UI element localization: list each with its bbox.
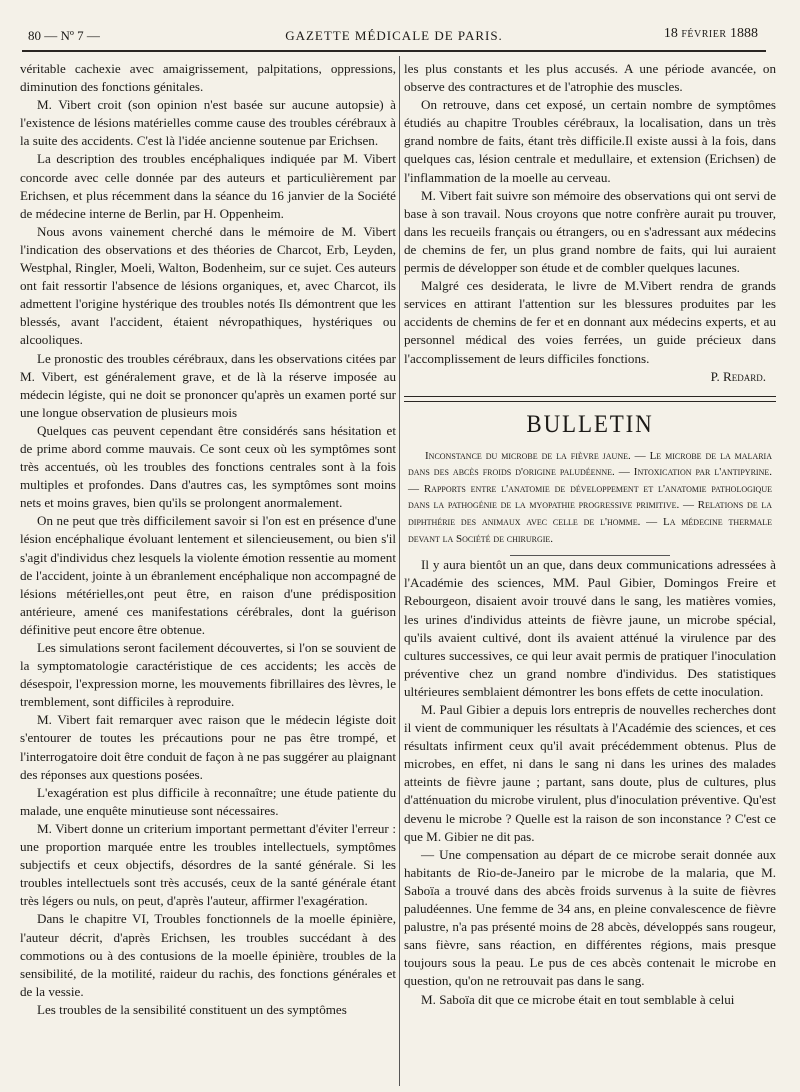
paragraph: Les troubles de la sensibilité constituent un des symptômes	[37, 1001, 347, 1017]
paragraph: Dans le chapitre VI, Troubles fonctionnels de la moelle épinière, l'auteur décrit, d'après Erichsen, les troubles succédant à des commotions ou à des contusions de la moelle épinière, troubles de la sensibilité, de la motilité, raideur du rachis, des fonctions générales et de la vessie.	[20, 911, 396, 999]
right-column	[404, 60, 776, 1009]
bulletin-summary: Inconstance du microbe de la fièvre jaune. — Le microbe de la malaria dans des abcès froids d'origine paludéenne. — Intoxication par l'antipyrine. — Rapports entre l'anatomie de développement et l'anatomie pathologique dans la pathogénie de la myopathie progressive primitive. — Relations de la diphthérie des animaux avec celle de l'homme. — La médecine thermale devant la Société de chirurgie.	[404, 448, 776, 557]
header-rule	[22, 50, 766, 52]
paragraph: M. Paul Gibier a depuis lors entrepris de nouvelles recherches dont il vient de communiquer les résultats à l'Académie des sciences, et ces résultats infirment ceux qu'il avait précédemment obtenus. Plus de microbes, en effet, ni dans le sang ni dans les urines des malades atteints de fièvre jaune ; partant, sans doute, plus de cultures, plus d'atténuation du microbe virulent, plus d'inoculation préventive. Qu'est devenu le microbe ? Quelle est la raison de son inconstance ? C'est ce que M. Gibier ne dit pas.	[404, 702, 776, 844]
paragraph: On ne peut que très difficilement savoir si l'on est en présence d'une lésion encéphalique évoluant lentement et silencieusement, ou bien s'il s'agit d'individus chez lesquels la violente émotion ressentie au moment de l'accident, jointe à un ébranlement encéphalique non accompagné de lésions métérielles,ont peut être, en raison d'une prédisposition antérieure, amené ces manifestations cérébrales, dont la guérison définitive peut encore être obtenue.	[20, 513, 396, 637]
paragraph: On retrouve, dans cet exposé, un certain nombre de symptômes étudiés au chapitre Troubles cérébraux, la localisation, dans un très grand nombre de faits, étant très difficile.Il existe aussi à la fois, dans quelques cas, lésion centrale et medullaire, et extension (Erichsen) de l'inflammation de la moelle au cerveau.	[404, 97, 776, 185]
issue-year: 1888	[730, 26, 758, 41]
issue-month: FÉVRIER	[681, 29, 727, 40]
section-divider	[404, 396, 776, 402]
issue-day: 18	[663, 26, 678, 41]
paragraph: M. Saboïa dit que ce microbe était en tout semblable à celui	[421, 991, 735, 1007]
paragraph: M. Vibert fait suivre son mémoire des observations qui ont servi de base à son travail. Nous croyons que notre confrère aurait pu trouver, dans les recueils français ou étrangers, ou en s'adressant aux médecins de chemins de fer, un plus grand nombre de faits, qui lui auraient permis de développer son étude et de combler quelques lacunes.	[404, 187, 776, 276]
paragraph: Quelques cas peuvent cependant être considérés sans hésitation et de prime abord comme mauvais. Ce sont ceux où les symptômes sont très accentués, où les troubles des fonctions centrales sont à la fois multiples et profondes. Dans d'autres cas, les symptômes sont moins nets et moins graves, bien qu'ils se prolongent anormalement.	[20, 422, 396, 511]
paragraph: — Une compensation au départ de ce microbe serait donnée aux habitants de Rio-de-Janeiro par le microbe de la malaria, que M. Saboïa a trouvé dans des abcès froids survenus à la suite de fièvres paludéennes. Une femme de 34 ans, en pleine convalescence de fièvre palustre, n'a pas présenté moins de 28 abcès, développés sans rougeur, sans fièvre, sans réaction, en différentes régions, mais presque toujours sous la peau. Le pus de ces abcès contenait le microbe en question, qu'on ne retrouvait pas dans le sang.	[404, 846, 776, 989]
paragraph: L'exagération est plus difficile à reconnaître; une étude patiente du malade, une enquête minutieuse sont nécessaires.	[20, 784, 396, 818]
bulletin-heading: BULLETIN	[526, 410, 654, 438]
page-header	[22, 26, 766, 48]
paragraph: Malgré ces desiderata, le livre de M.Vibert rendra de grands services en attirant l'attention sur les blessures produites par les accidents de chemins de fer et en donnant aux médecins experts, et au personnel médical des voies ferrées, un guide précieux dans l'accomplissement de leurs difficiles fonctions.	[404, 278, 776, 366]
author-signature: P. Redard.	[710, 368, 766, 384]
paragraph: M. Vibert donne un criterium important permettant d'éviter l'erreur : une proportion marquée entre les troubles intellectuels, symptômes subjectifs et ceux objectifs, désordres de la santé générale. Si les troubles intellectuels sont très accusés, ceux de la santé générale étant très légers ou nuls, on peut, d'après l'auteur, affirmer l'exagération.	[20, 820, 396, 909]
paragraph: les plus constants et les plus accusés. A une période avancée, on observe des contractures et de l'atrophie des muscles.	[404, 61, 776, 95]
paragraph: M. Vibert croit (son opinion n'est basée sur aucune autopsie) à l'existence de lésions matérielles comme cause des troubles cérébraux à la suite des accidents. C'est là l'idée ancienne soutenue par Erichsen.	[20, 97, 396, 149]
column-divider	[399, 56, 400, 1086]
paragraph: Les simulations seront facilement découvertes, si l'on se souvient de la symptomatologie caractéristique de ces accidents; les accès de désespoir, l'expression morne, les mouvements fibrillaires des lèvres, le tremblement, sont difficiles à reproduire.	[20, 640, 396, 710]
paragraph: Le pronostic des troubles cérébraux, dans les observations citées par M. Vibert, est généralement grave, et de là la réserve imposée au médecin légiste, qui ne doit se prononcer qu'après un examen porté sur une longue observation de plusieurs mois	[20, 350, 396, 420]
paragraph: M. Vibert fait remarquer avec raison que le médecin légiste doit s'entourer de toutes les précautions pour ne pas être trompé, et l'interrogatoire doit être conduit de façon à ne pas suggérer au plaignant des réponses aux questions posées.	[20, 712, 396, 782]
page-reference: 80 — Nº 7 —	[28, 28, 100, 43]
paragraph: véritable cachexie avec amaigrissement, palpitations, oppressions, diminution des fonctions génitales.	[20, 61, 396, 95]
publication-title: GAZETTE MÉDICALE DE PARIS.	[285, 28, 503, 43]
paragraph: Nous avons vainement cherché dans le mémoire de M. Vibert l'indication des observations et des théories de Charcot, Erb, Leyden, Westphal, Ringler, Moeli, Walton, Bodenheim, sur ce sujet. Ces auteurs ont fait ressortir l'absence de lésions organiques, et, avec Charcot, ils admettent l'origine hystérique des troubles notés Ils démontrent que les blessés, avant l'accident, étaient névropathiques, hystériques ou alcooliques.	[20, 223, 396, 348]
paragraph: Il y aura bientôt un an que, dans deux communications adressées à l'Académie des sciences, MM. Paul Gibier, Domingos Freire et Rebourgeon, disaient avoir trouvé dans le sang, les matières vomies, les urines d'individus atteints de fièvre jaune, un microbe spécial, qu'ils avaient cultivé, dont ils avaient atténué la virulence par des cultures successives, ce qui leur avait permis de pratiquer l'inoculation préventive chez un grand nombre d'individus. Des statistiques ultérieures semblaient démontrer les bons effets de cette inoculation.	[404, 557, 776, 699]
issue-date	[664, 26, 758, 42]
paragraph: La description des troubles encéphaliques indiquée par M. Vibert concorde avec celle donnée par des auteurs et particulièrement par Erichsen, et plus récemment dans la séance du 16 janvier de la Société de médecine interne de Berlin, par H. Oppenheim.	[20, 151, 396, 221]
left-column	[20, 60, 396, 1019]
